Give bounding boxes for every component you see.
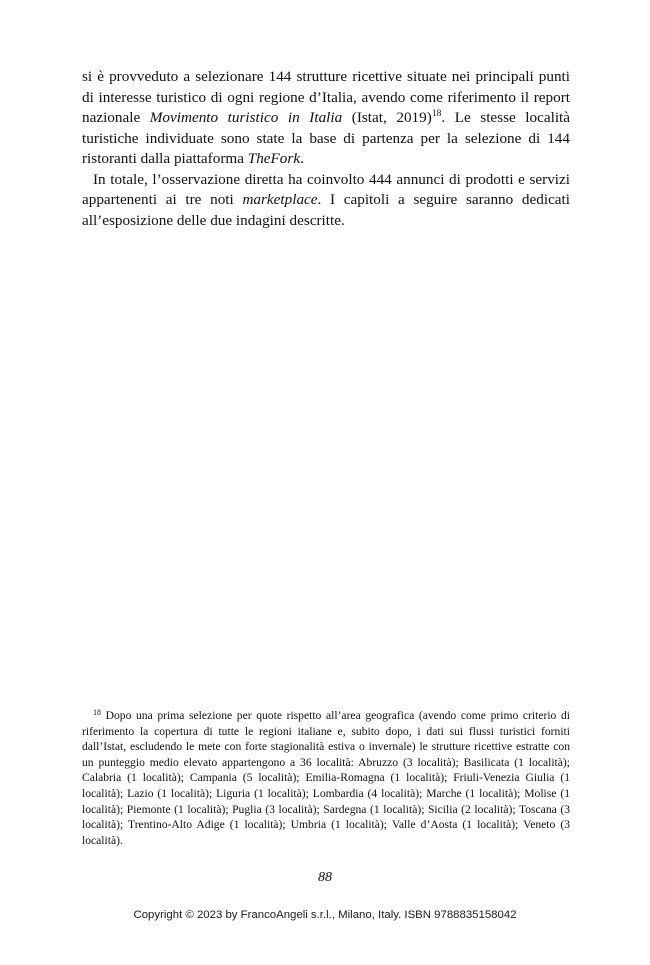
footnote-reference[interactable]: 18 <box>431 109 442 119</box>
footnote-paragraph <box>82 708 570 848</box>
publication-title: Movimento turistico in Italia <box>149 109 343 126</box>
paragraph <box>82 67 570 170</box>
text-run: . I capitoli a seguire saranno dedicati all’esposizione delle due indagini descritte. <box>82 191 570 229</box>
italic-term: marketplace <box>242 191 318 208</box>
body-text <box>82 67 570 231</box>
footnote-marker: 18 <box>93 708 101 717</box>
text-run: In totale, l’osservazione diretta ha coinvolto 444 annunci di prodotti e servizi appartenenti ai tre noti <box>82 170 570 208</box>
footnote <box>82 708 570 848</box>
text-run: si è provveduto a selezionare 144 strutture ricettive situate nei principali punti di interesse turistico di ogni regione d’Italia, avendo come riferimento il report nazionale <box>82 68 570 126</box>
text-run: . <box>300 150 304 167</box>
text-run: . Le stesse località turistiche individuate sono state la base di partenza per la selezione di 144 ristoranti dalla piattaforma <box>82 109 571 167</box>
copyright-notice: Copyright © 2023 by FrancoAngeli s.r.l., Milano, Italy. ISBN 9788835158042 <box>133 909 517 921</box>
platform-name: TheFork <box>247 150 301 167</box>
footnote-text: Dopo una prima selezione per quote rispetto all’area geografica (avendo come primo criterio di riferimento la copertura di tutte le regioni italiane e, subito dopo, i dati sui flussi turistici forniti dall’Istat, escludendo le mete con forte stagionalità estiva o invernale) le strutture ricettive estratte con un punteggio medio elevato appartengono a 36 località: Abruzzo (3 località); Basilicata (1 località); Calabria (1 località); Campania (5 località); Emilia-Romagna (1 località); Friuli-Venezia Giulia (1 località); Lazio (1 località); Liguria (1 località); Lombardia (4 località); Marche (1 località); Molise (1 località); Piemonte (1 località); Puglia (3 località); Sardegna (1 località); Sicilia (2 località); Toscana (3 località); Trentino-Alto Adige (1 località); Umbria (1 località); Valle d’Aosta (1 località); Veneto (3 località). <box>82 709 570 847</box>
page-number: 88 <box>318 870 332 885</box>
text-run: (Istat, 2019) <box>342 109 432 126</box>
paragraph <box>82 170 570 232</box>
